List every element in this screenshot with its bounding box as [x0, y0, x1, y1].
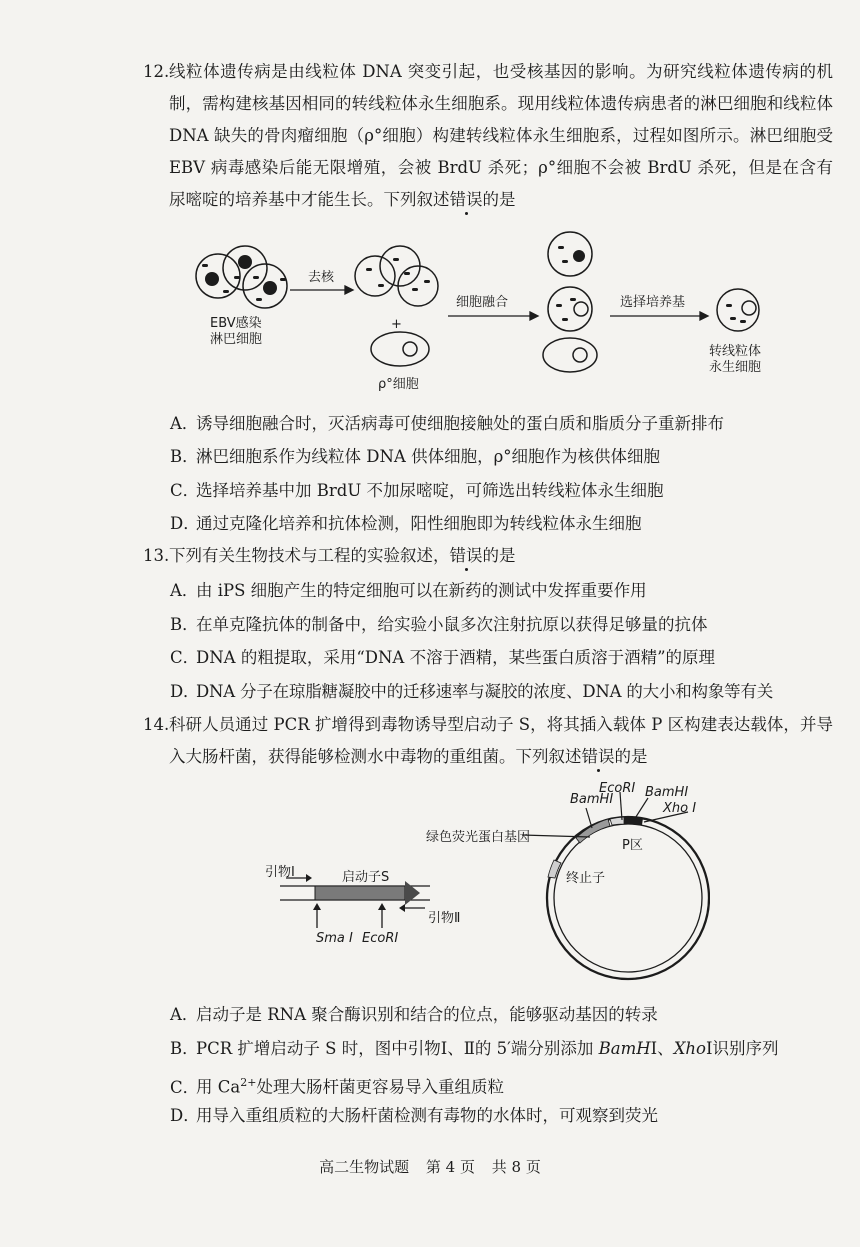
- label-xhoi: Xho Ⅰ: [663, 801, 697, 816]
- label-result-line1: 转线粒体: [709, 344, 762, 359]
- q14-option-c: C．用 $Ca^{2+}$处理大肠杆菌更容易导入重组质粒: [170, 1076, 504, 1097]
- label-primer-1: 引物Ⅰ: [265, 865, 295, 880]
- label-sma-site: Sma Ⅰ: [316, 931, 353, 946]
- label-rho-cell: ρ°细胞: [378, 377, 419, 392]
- page-footer: [0, 1156, 860, 1177]
- label-ecori-top: EcoRⅠ: [599, 782, 636, 796]
- question-stem: 科研人员通过 PCR 扩增得到毒物诱导型启动子 S，将其插入载体 P 区构建表达载体，并导入大肠杆菌，获得能够检测水中毒物的重组菌。下列叙述错误的是: [169, 715, 833, 766]
- emphasis-word: 错误: [449, 546, 483, 565]
- footer-total: 共 8 页: [491, 1158, 541, 1176]
- question-12: [143, 56, 833, 216]
- question-stem: 线粒体遗传病是由线粒体 DNA 突变引起，也受核基因的影响。为研究线粒体遗传病的机制，需构建核基因相同的转线粒体永生细胞系。现用线粒体遗传病患者的淋巴细胞和线粒体 DNA 缺失的骨肉瘤细胞（ρ°细胞）构建转线粒体永生细胞系，过程如图所示。淋巴细胞受 EBV 病毒感染后能无限增殖，会被 BrdU 杀死；ρ°细胞不会被 BrdU 杀死，但是在含有尿嘧啶的培养基中才能生长。下列叙述错误的是: [169, 62, 833, 209]
- label-terminator: 终止子: [566, 871, 606, 886]
- plasmid-diagram: [250, 782, 710, 982]
- emphasis-word: 错误: [449, 190, 483, 209]
- label-fusion: 细胞融合: [456, 295, 509, 310]
- question-stem: 下列有关生物技术与工程的实验叙述，错误的是: [169, 546, 516, 565]
- q13-option-c: C．DNA 的粗提取，采用“DNA 不溶于酒精，某些蛋白质溶于酒精”的原理: [170, 648, 716, 667]
- question-13: [143, 540, 833, 572]
- q14-option-d: D．用导入重组质粒的大肠杆菌检测有毒物的水体时，可观察到荧光: [170, 1106, 658, 1125]
- question-14: [143, 709, 833, 773]
- footer-page: 第 4 页: [425, 1158, 475, 1176]
- label-ebv-line1: EBV感染: [210, 316, 262, 331]
- q13-option-d: D．DNA 分子在琼脂糖凝胶中的迁移速率与凝胶的浓度、DNA 的大小和构象等有关: [170, 682, 774, 701]
- label-gfp-gene: 绿色荧光蛋白基因: [426, 830, 531, 845]
- label-promoter: 启动子S: [342, 870, 390, 885]
- q12-option-a: A．诱导细胞融合时，灭活病毒可使细胞接触处的蛋白质和脂质分子重新排布: [170, 414, 724, 433]
- question-number: 13.: [143, 546, 170, 565]
- q13-option-a: A．由 iPS 细胞产生的特定细胞可以在新药的测试中发挥重要作用: [170, 581, 647, 600]
- label-remove-nucleus: 去核: [308, 270, 335, 285]
- label-p-region: P区: [622, 838, 643, 853]
- q12-option-d: D．通过克隆化培养和抗体检测，阳性细胞即为转线粒体永生细胞: [170, 514, 642, 533]
- q12-option-c: C．选择培养基中加 BrdU 不加尿嘧啶，可筛选出转线粒体永生细胞: [170, 481, 664, 500]
- label-primer-2: 引物Ⅱ: [428, 911, 461, 926]
- q12-option-b: B．淋巴细胞系作为线粒体 DNA 供体细胞，ρ°细胞作为核供体细胞: [170, 447, 661, 466]
- label-ebv-line2: 淋巴细胞: [210, 332, 263, 347]
- question-number: 12.: [143, 62, 170, 81]
- q13-option-b: B．在单克隆抗体的制备中，给实验小鼠多次注射抗原以获得足够量的抗体: [170, 615, 708, 634]
- label-plus: +: [391, 317, 402, 332]
- emphasis-word: 错误: [581, 747, 615, 766]
- label-result-line2: 永生细胞: [709, 360, 762, 375]
- label-bamhi-top: BamHⅠ: [645, 785, 689, 800]
- footer-subject: 高二生物试题: [319, 1158, 410, 1176]
- q14-option-b: B．PCR 扩增启动子 S 时，图中引物Ⅰ、Ⅱ的 5′端分别添加 BamHⅠ、XhoⅠ识别序列: [170, 1039, 779, 1058]
- question-number: 14.: [143, 715, 170, 734]
- label-selection-medium: 选择培养基: [620, 295, 686, 310]
- label-bamhi-left: BamHⅠ: [570, 792, 614, 807]
- q14-option-a: A．启动子是 RNA 聚合酶识别和结合的位点，能够驱动基因的转录: [170, 1005, 658, 1024]
- cell-fusion-diagram: [190, 228, 790, 398]
- label-ecor-site: EcoRⅠ: [362, 931, 399, 946]
